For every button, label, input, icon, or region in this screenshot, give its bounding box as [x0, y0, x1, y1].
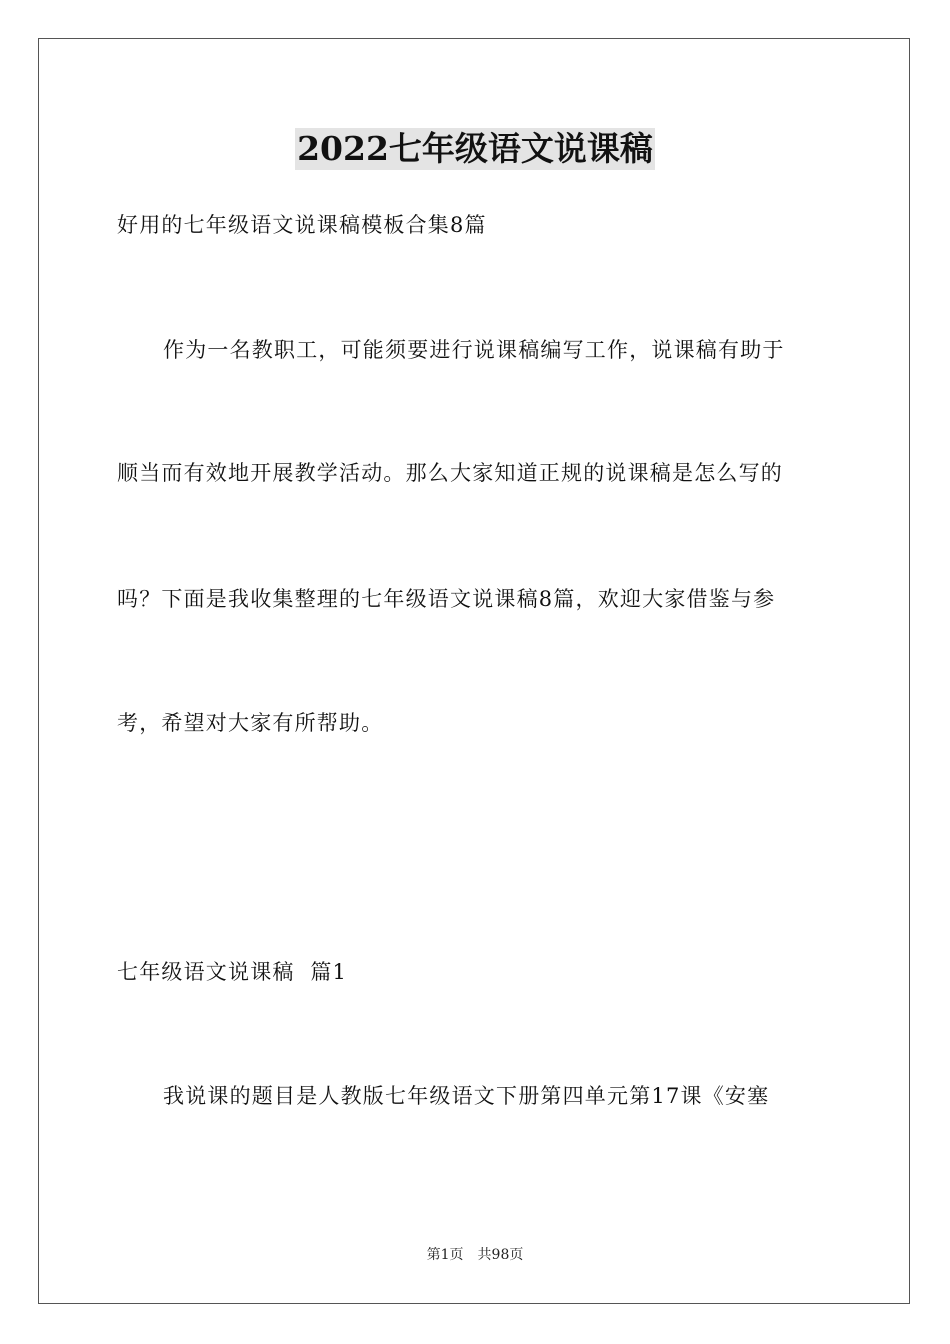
- document-subtitle: 好用的七年级语文说课稿模板合集8篇: [117, 213, 487, 237]
- intro-line-4: 考，希望对大家有所帮助。: [117, 711, 384, 735]
- intro-line-2: 顺当而有效地开展教学活动。那么大家知道正规的说课稿是怎么写的: [117, 461, 783, 485]
- page-number-total: 共98页: [477, 1247, 524, 1263]
- page-number-current: 第1页: [426, 1247, 464, 1263]
- intro-line-1: 作为一名教职工，可能须要进行说课稿编写工作，说课稿有助于: [163, 338, 785, 362]
- intro-line-3: 吗？下面是我收集整理的七年级语文说课稿8篇，欢迎大家借鉴与参: [117, 587, 776, 611]
- document-title: 2022七年级语文说课稿: [297, 129, 653, 168]
- page-footer: [0, 1246, 950, 1264]
- section-line-1: 我说课的题目是人教版七年级语文下册第四单元第17课《安塞: [163, 1084, 770, 1108]
- title-container: [0, 128, 950, 170]
- section-heading: 七年级语文说课稿 篇1: [117, 960, 348, 984]
